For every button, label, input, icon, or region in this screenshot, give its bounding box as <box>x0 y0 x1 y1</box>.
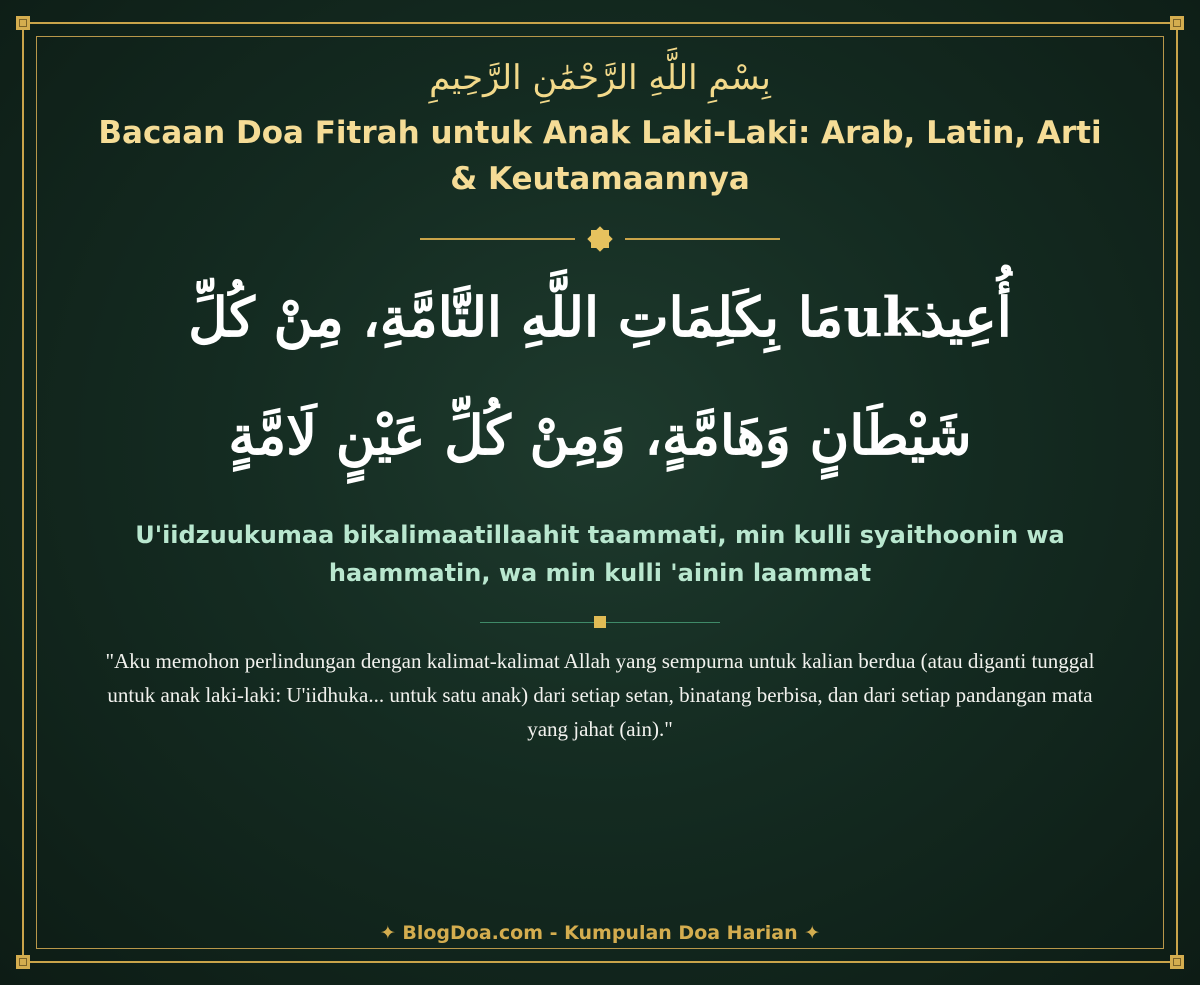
footer-credit: ✦ BlogDoa.com - Kumpulan Doa Harian ✦ <box>379 922 821 944</box>
latin-divider <box>480 610 720 634</box>
corner-ornament-icon <box>1170 16 1184 30</box>
latin-transliteration: U'iidzuukumaa bikalimaatillaahit taammati, min kulli syaithoonin wa haammatin, wa min kulli 'ainin laammat <box>135 521 1065 587</box>
corner-ornament-icon <box>16 955 30 969</box>
star-ornament-icon <box>587 226 612 251</box>
main-content <box>60 48 1140 746</box>
corner-ornament-icon <box>1170 955 1184 969</box>
divider-line <box>420 238 575 240</box>
translation-text: "Aku memohon perlindungan dengan kalimat-kalimat Allah yang sempurna untuk kalian berdua (atau diganti tunggal untuk anak laki-laki: U'iidhuka... untuk satu anak) dari setiap setan, binatang berbisa, dan dari setiap pandangan mata yang jahat (ain)." <box>105 649 1095 741</box>
diamond-ornament-icon <box>594 616 606 628</box>
page-title: Bacaan Doa Fitrah untuk Anak Laki-Laki: Arab, Latin, Arti & Keutamaannya <box>98 115 1102 197</box>
basmalah: بِسْمِ اللَّهِ الرَّحْمَٰنِ الرَّحِيمِ <box>429 58 771 98</box>
title-divider <box>420 224 780 254</box>
corner-ornament-icon <box>16 16 30 30</box>
arabic-prayer-text: أُعِيذukمَا بِكَلِمَاتِ اللَّهِ التَّامَّةِ، مِنْ كُلِّ شَيْطَانٍ وَهَامَّةٍ، وَمِنْ كُلِّ عَيْنٍ لَامَّةٍ <box>188 285 1012 467</box>
divider-line <box>625 238 780 240</box>
